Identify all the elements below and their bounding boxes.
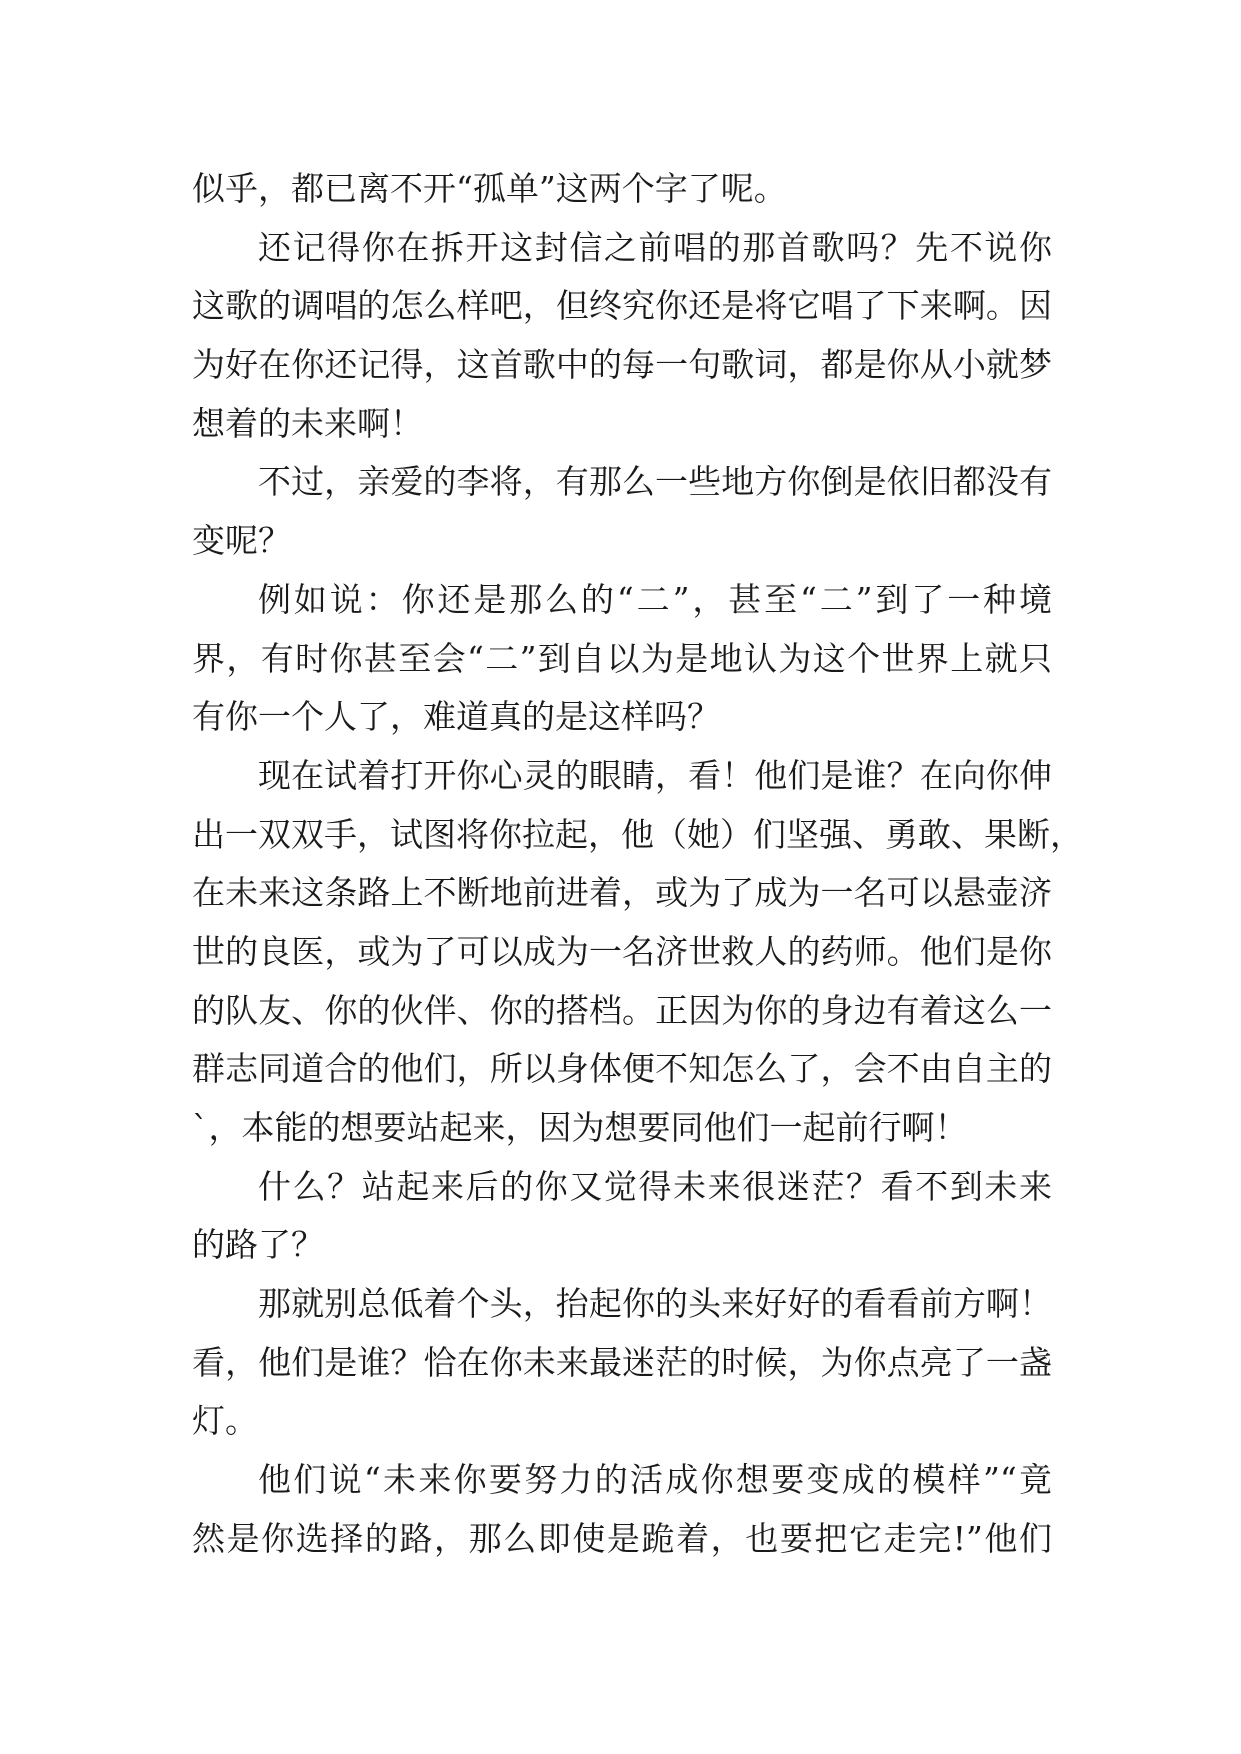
text-line: 想着的未来啊！ — [192, 403, 423, 443]
text-line: 不过，亲爱的李将，有那么一些地方你倒是依旧都没有 — [258, 462, 1052, 502]
text-line: 他们说“未来你要努力的活成你想要变成的模样”“竟 — [258, 1460, 1052, 1500]
text-line: 那就别总低着个头，抬起你的头来好好的看看前方啊！ — [258, 1284, 1052, 1324]
text-line: 有你一个人了，难道真的是这样吗？ — [192, 697, 720, 737]
text-line: 在未来这条路上不断地前进着，或为了成为一名可以悬壶济 — [192, 873, 1052, 913]
text-line: 然是你选择的路，那么即使是跪着，也要把它走完!”他们 — [192, 1518, 1052, 1558]
text-line: 出一双双手，试图将你拉起，他（她）们坚强、勇敢、果断， — [192, 814, 1083, 854]
text-line: 现在试着打开你心灵的眼睛，看！他们是谁？在向你伸 — [258, 755, 1052, 795]
text-line: 灯。 — [192, 1401, 258, 1441]
text-line: 界，有时你甚至会“二”到自以为是地认为这个世界上就只 — [192, 638, 1052, 678]
text-line: `，本能的想要站起来，因为想要同他们一起前行啊！ — [192, 1108, 968, 1147]
document-body — [192, 160, 1083, 1569]
text-line: 的路了？ — [192, 1225, 324, 1265]
text-line: 似乎，都已离不开“孤单”这两个字了呢。 — [192, 169, 787, 208]
text-line: 为好在你还记得，这首歌中的每一句歌词，都是你从小就梦 — [192, 345, 1052, 385]
text-line: 世的良医，或为了可以成为一名济世救人的药师。他们是你 — [192, 931, 1052, 971]
text-line: 看，他们是谁？恰在你未来最迷茫的时候，为你点亮了一盏 — [192, 1342, 1052, 1382]
text-line: 变呢？ — [192, 521, 291, 561]
text-line: 这歌的调唱的怎么样吧，但终究你还是将它唱了下来啊。因 — [192, 286, 1052, 326]
text-line: 什么？站起来后的你又觉得未来很迷茫？看不到未来 — [258, 1166, 1052, 1206]
text-line: 群志同道合的他们，所以身体便不知怎么了，会不由自主的 — [192, 1049, 1052, 1089]
text-line: 还记得你在拆开这封信之前唱的那首歌吗？先不说你 — [258, 227, 1052, 267]
text-line: 例如说：你还是那么的“二”，甚至“二”到了一种境 — [258, 579, 1052, 619]
text-line: 的队友、你的伙伴、你的搭档。正因为你的身边有着这么一 — [192, 990, 1052, 1030]
